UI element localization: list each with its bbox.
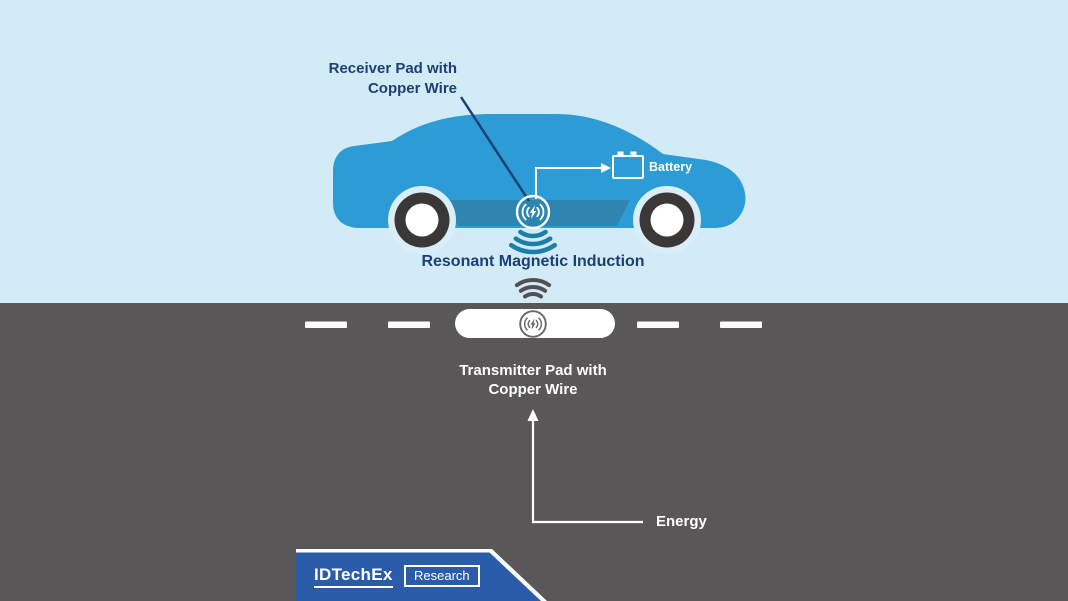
transmitter-pad-label-line2: Copper Wire <box>488 381 578 398</box>
battery-label: Battery <box>649 160 693 174</box>
wireless-waves-down-icon <box>511 232 555 252</box>
wireless-waves-up-icon <box>517 280 549 296</box>
logo-research-badge: Research <box>404 565 480 587</box>
receiver-pad-label-line2: Copper Wire <box>367 80 457 97</box>
energy-arrowhead <box>528 409 539 421</box>
rear-wheel-hub <box>406 204 439 237</box>
receiver-pad-label <box>278 59 457 99</box>
front-wheel-hub <box>651 204 684 237</box>
resonant-induction-label: Resonant Magnetic Induction <box>421 253 645 270</box>
transmitter-pad-label-line1: Transmitter Pad with <box>459 362 607 379</box>
energy-label: Energy <box>656 513 707 530</box>
receiver-pad-label-line1: Receiver Pad with <box>328 60 457 77</box>
logo-brand-text: IDTechEx <box>314 565 393 588</box>
car-underbody-pack <box>445 200 630 226</box>
energy-feed-line <box>533 419 643 522</box>
transmitter-pad-label <box>433 361 633 399</box>
